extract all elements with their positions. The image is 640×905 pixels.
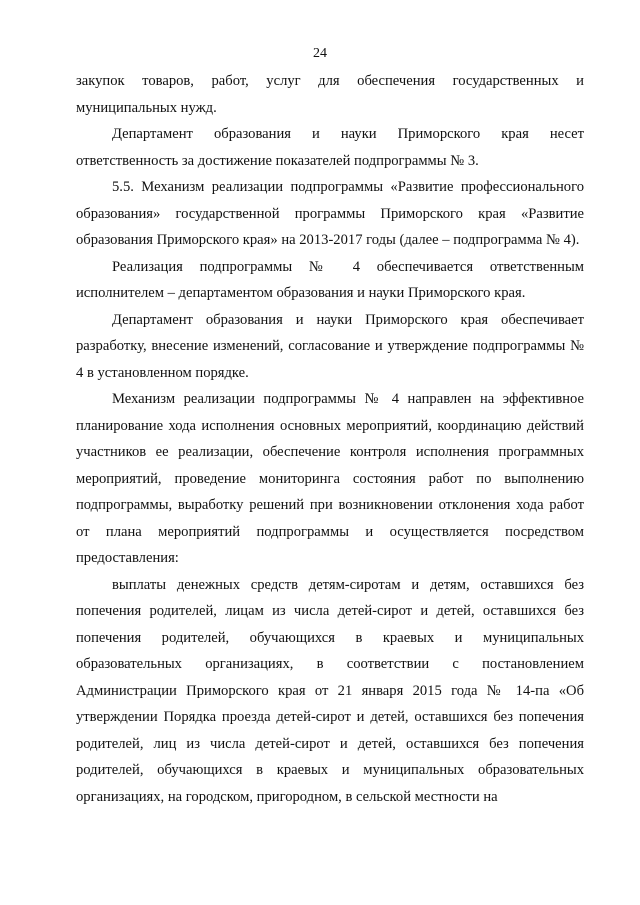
paragraph-implementation-executor: Реализация подпрограммы № 4 обеспечивается ответственным исполнителем – департаментом образования и науки Приморского края. [76,258,584,301]
document-body [76,68,584,810]
paragraph-department-development: Департамент образования и науки Приморского края обеспечивает разработку, внесение изменений, согласование и утверждение подпрограммы № 4 в установленном порядке. [76,311,584,381]
paragraph-section-5-5-heading: 5.5. Механизм реализации подпрограммы «Развитие профессионального образования» государственной программы Приморского края «Развитие образования Приморского края» на 2013-2017 годы (далее – подпрограмма № 4). [76,179,584,248]
paragraph-procurement: закупок товаров, работ, услуг для обеспечения государственных и муниципальных нужд. [76,73,584,116]
paragraph-responsibility-subprogram-3: Департамент образования и науки Приморского края несет ответственность за достижение показателей подпрограммы № 3. [76,126,584,169]
paragraph-payments-orphans: выплаты денежных средств детям-сиротам и детям, оставшихся без попечения родителей, лицам из числа детей-сирот и детей, оставшихся без попечения родителей, обучающихся в краевых и муниципальных образовательных организациях, в соответствии с постановлением Администрации Приморского края от 21 января 2015 года № 14-па «Об утверждении Порядка проезда детей-сирот и детей, оставшихся без попечения родителей, лиц из числа детей-сирот и детей, оставшихся без попечения родителей, обучающихся в краевых и муниципальных образовательных организациях, на городском, пригородном, в сельской местности на [76,576,584,805]
page-number: 24 [313,46,327,61]
paragraph-mechanism-description: Механизм реализации подпрограммы № 4 направлен на эффективное планирование хода исполнения основных мероприятий, координацию действий участников ее реализации, обеспечение контроля исполнения программных мероприятий, проведение мониторинга состояния работ по выполнению подпрограммы, выработку решений при возникновении отклонения хода работ от плана мероприятий подпрограммы и осуществляется посредством предоставления: [76,391,584,566]
